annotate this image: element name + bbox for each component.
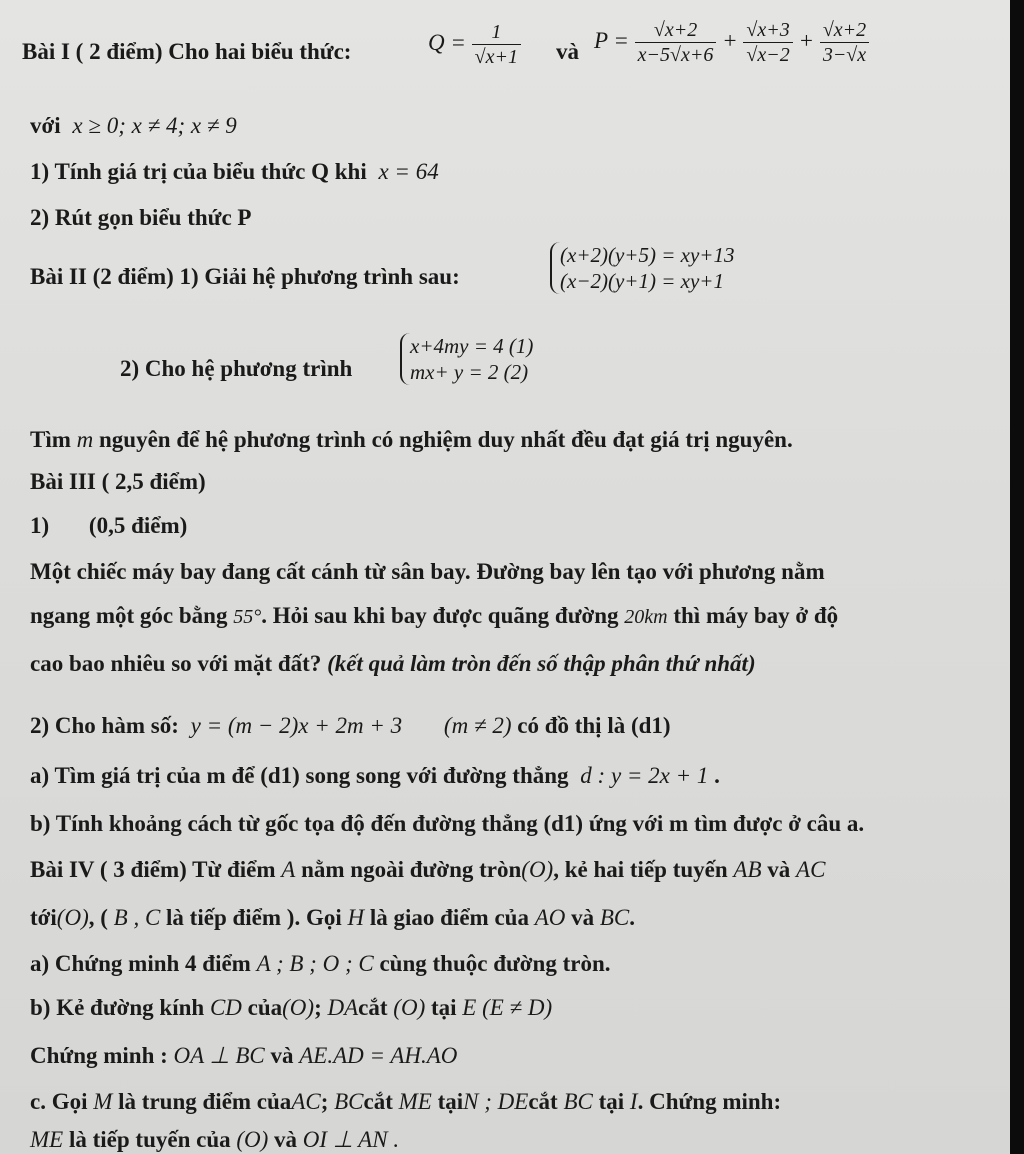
b4-cm-label: Chứng minh : [30, 1043, 168, 1068]
b4-cat3: cắt [528, 1089, 558, 1114]
qb-text: b) Tính khoảng cách từ gốc tọa độ đến đường thẳng (d1) ứng với m tìm được ở câu a. [30, 811, 865, 836]
bai2-find-line [30, 428, 793, 451]
b4-cat: cắt [358, 995, 388, 1020]
q-expression [428, 22, 521, 67]
qa-text: a) Tìm giá trị của m để (d1) song song với đường thẳng [30, 763, 569, 788]
b4-cua: của [247, 995, 283, 1020]
q2-func: y = (m − 2)x + 2m + 3 [190, 713, 403, 738]
b4-cm1: OA ⊥ BC [173, 1043, 265, 1068]
bai3-header [30, 470, 206, 493]
p1-num: √x+2 [635, 20, 717, 43]
sys2-eq1: x+4my = 4 (1) [410, 334, 534, 358]
b4-qc-a: c. Gọi [30, 1089, 88, 1114]
system-1 [550, 242, 734, 294]
bai3-q1-points: (0,5 điểm) [88, 513, 188, 538]
sys1-eq1: (x+2)(y+5) = xy+13 [560, 243, 735, 267]
b4-and: và [767, 857, 791, 882]
bai1-q1-math: x = 64 [378, 159, 439, 184]
plus-2: + [798, 27, 815, 53]
l2c: thì máy bay ở độ [673, 603, 839, 628]
l3b: (kết quả làm tròn đến số thập phân thứ nhất) [327, 651, 756, 676]
qa-end: . [714, 763, 720, 788]
b4-qa-b: cùng thuộc đường tròn. [379, 951, 611, 976]
bai3-q1-line3 [30, 652, 756, 675]
b4-and3: và [270, 1043, 294, 1068]
find-m: m [76, 427, 94, 452]
b4-AC2: AC [291, 1089, 321, 1114]
b4-dot: . [629, 905, 636, 930]
b4-BC2: BC [334, 1089, 364, 1114]
p2-den: √x−2 [746, 44, 790, 66]
b4-tai3: tại [598, 1089, 625, 1114]
bai3-qa-line [30, 764, 720, 787]
angle: 55° [233, 606, 262, 628]
bai2-intro: (2 điểm) 1) Giải hệ phương trình sau: [92, 264, 460, 289]
b4-tai2: tại [437, 1089, 464, 1114]
b4-AB: AB [733, 857, 762, 882]
bai3-q1-line1-text: Một chiếc máy bay đang cất cánh từ sân bay. Đường bay lên tạo với phương nằm [30, 559, 825, 584]
bai4-line2 [30, 906, 635, 929]
bai4-last [30, 1128, 399, 1151]
condition-label: với [30, 113, 61, 138]
b4-cat2: cắt [363, 1089, 393, 1114]
bai4-qc [30, 1090, 781, 1113]
l3a: cao bao nhiêu so với mặt đất? [30, 651, 322, 676]
q2-text: 2) Cho hàm số: [30, 713, 179, 738]
bai2-intro-line [30, 265, 460, 288]
b4-qa-a: a) Chứng minh 4 điểm [30, 951, 251, 976]
sys2-eq2: mx+ y = 2 (2) [410, 360, 529, 384]
find-b: nguyên để hệ phương trình có nghiệm duy nhất đều đạt giá trị nguyên. [99, 427, 793, 452]
b4-N: N ; [463, 1089, 492, 1114]
p3-fraction [820, 20, 869, 65]
b4-M: M [93, 1089, 113, 1114]
bai1-header-line [22, 40, 351, 63]
p2-num: √x+3 [743, 20, 792, 43]
bai2-q2-text: 2) Cho hệ phương trình [120, 356, 353, 381]
l2b: . Hỏi sau khi bay được quãng đường [261, 603, 619, 628]
va-text [556, 40, 579, 63]
b4-BC3: BC [563, 1089, 593, 1114]
b4-ME: ME [398, 1089, 432, 1114]
b4-and4: và [274, 1127, 298, 1152]
b4-AC: AC [796, 857, 826, 882]
bai4-qb [30, 996, 552, 1019]
find-a: Tìm [30, 427, 71, 452]
bai1-q1-text: 1) Tính giá trị của biểu thức Q khi [30, 159, 367, 184]
b4-O3: (O) [282, 995, 315, 1020]
q-num: 1 [472, 22, 521, 45]
va: và [556, 39, 579, 64]
b4-O4: (O) [393, 995, 426, 1020]
b4-l1c: nằm ngoài đường tròn [301, 857, 522, 882]
bai1-header: Bài I ( 2 điểm) Cho hai biểu thức: [22, 39, 352, 64]
p1-den: x−5√x+6 [637, 44, 714, 66]
b4-cm2: AE.AD = AH.AO [299, 1043, 458, 1068]
b4-BC: BC [599, 905, 630, 930]
b4-DA: DA [327, 995, 359, 1020]
b4-E: E (E ≠ D) [462, 995, 553, 1020]
p2-fraction [743, 20, 792, 65]
b4-O: (O) [521, 857, 554, 882]
p3-num: √x+2 [820, 20, 869, 43]
l2a: ngang một góc bằng [30, 603, 228, 628]
q2-graph: có đồ thị là (d1) [517, 713, 671, 738]
plus-1: + [722, 27, 738, 53]
p-eq: P = [594, 27, 629, 53]
bai3-q1-line1 [30, 560, 825, 583]
b4-qb-a: b) Kẻ đường kính [30, 995, 205, 1020]
b4-qc-c: . Chứng minh: [637, 1089, 782, 1114]
b4-l1a: Bài IV [30, 857, 95, 882]
b4-tai: tại [430, 995, 457, 1020]
b4-H: H [347, 905, 365, 930]
bai4-line1 [30, 858, 825, 881]
bai2-q2-line [120, 357, 352, 380]
b4-and2: và [571, 905, 595, 930]
b4-semi2: ; [320, 1089, 329, 1114]
b4-O5: (O) [236, 1127, 269, 1152]
b4-ME2: ME [30, 1127, 64, 1152]
b4-semi: ; [314, 995, 322, 1020]
q2-cond: (m ≠ 2) [443, 713, 512, 738]
q-fraction [472, 22, 521, 67]
distance: 20km [624, 606, 668, 628]
b4-l2b: , ( [88, 905, 108, 930]
b4-I: I [629, 1089, 638, 1114]
p1-fraction [635, 20, 717, 65]
bai4-cm [30, 1044, 457, 1067]
system-2 [400, 333, 533, 385]
b4-CD: CD [209, 995, 242, 1020]
b4-l1b: ( 3 điểm) Từ điểm [99, 857, 276, 882]
b4-qa-pts: A ; B ; O ; C [256, 951, 374, 976]
b4-A: A [281, 857, 296, 882]
b4-last-b: là tiếp tuyến của [68, 1127, 231, 1152]
p3-den: 3−√x [822, 44, 867, 66]
b4-AO: AO [534, 905, 566, 930]
b4-BCpts: B , C [113, 905, 161, 930]
p-expression [594, 20, 869, 65]
bai1-q2 [30, 206, 251, 229]
b4-OI: OI ⊥ AN . [302, 1127, 400, 1152]
bai4-qa [30, 952, 611, 975]
q-den: √x+1 [474, 46, 518, 68]
b4-l2a: tới [30, 905, 57, 930]
condition-math: x ≥ 0; x ≠ 4; x ≠ 9 [72, 113, 237, 138]
qa-line: d : y = 2x + 1 [580, 763, 709, 788]
b4-l2d: là giao điểm của [369, 905, 529, 930]
b4-O2: (O) [56, 905, 89, 930]
bai3-q1-line2 [30, 604, 838, 627]
b4-DE: DE [497, 1089, 529, 1114]
bai1-q2-text: 2) Rút gọn biểu thức P [30, 205, 252, 230]
sys1-eq2: (x−2)(y+1) = xy+1 [560, 269, 724, 293]
bai3-q1-header [30, 514, 187, 537]
bai3-q2-line [30, 714, 671, 737]
q-eq: Q = [428, 29, 466, 55]
bai2-header: Bài II [30, 264, 87, 289]
bai3-qb-line [30, 812, 864, 835]
b4-l1d: , kẻ hai tiếp tuyến [553, 857, 728, 882]
b4-l2c: là tiếp điểm ). Gọi [166, 905, 342, 930]
bai1-q1 [30, 160, 439, 183]
b4-qc-b: là trung điểm của [118, 1089, 292, 1114]
bai3-q1-label: 1) [30, 513, 50, 538]
bai3-header-text: Bài III ( 2,5 điểm) [30, 469, 206, 494]
condition-line [30, 114, 237, 137]
